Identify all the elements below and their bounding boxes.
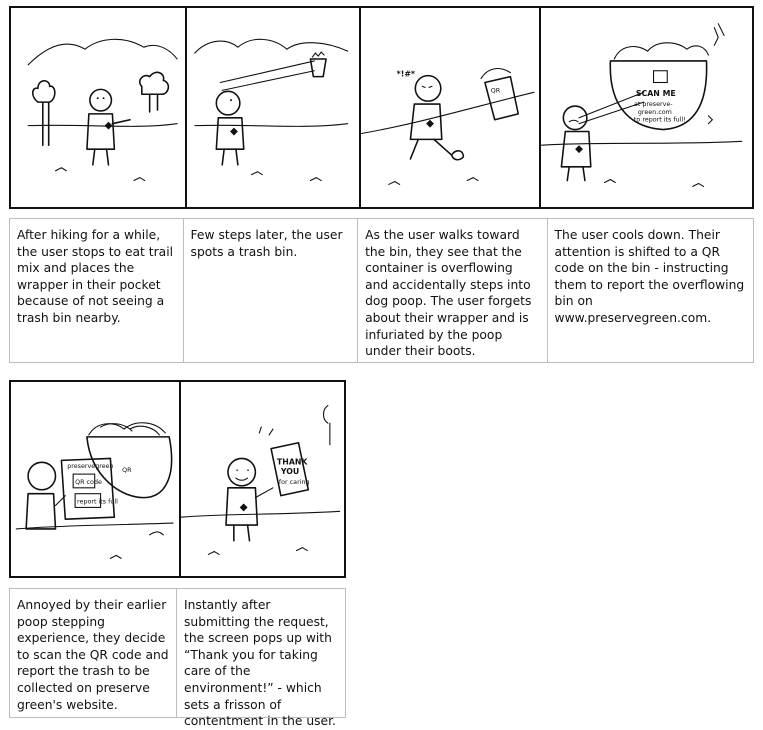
scan-me-line-3: to report its full! (633, 115, 686, 124)
panel-6-sketch (181, 406, 340, 555)
caption-row-1 (9, 218, 754, 363)
panel-1-sketch (28, 39, 177, 180)
caption-panel-thank-you: Instantly after submitting the request, the screen pops up with “Thank you for taking care of the environment!” - which sets a frisson of contentment in the user. (184, 598, 336, 729)
caption-row-2 (9, 588, 346, 729)
comic-strip-row-1 (9, 6, 754, 209)
panel-5-sketch (16, 423, 173, 559)
panel-3-sketch (361, 69, 534, 185)
panel-4-sketch (540, 24, 742, 187)
thank-text: THANK (276, 457, 308, 467)
caption-panel-qr-code: The user cools down. Their attention is shifted to a QR code on the bin - instructing them to report the overflowing bin on www.preservegreen.com. (554, 228, 745, 325)
qr-label-bin: QR (122, 467, 132, 475)
panel-2-sketch (195, 39, 348, 180)
caption-panel-spots-bin: Few steps later, the user spots a trash bin. (184, 219, 359, 362)
site-label-phone: preservegreen (67, 463, 114, 471)
caption-panel-scan-report: Annoyed by their earlier poop stepping experience, they decide to scan the QR code and report the trash to be collected on preserve green's website. (10, 589, 177, 717)
report-label: report its full (77, 498, 118, 506)
caption-panel-dog-poop: As the user walks toward the bin, they see that the container is overflowing and accidentally steps into dog poop. The user forgets about their wrapper and is infuriated by the poop under their boots. (358, 219, 547, 362)
for-caring-text: for caring (278, 478, 310, 486)
scan-me-line-2: green.com (637, 107, 672, 116)
anger-symbols: *!#* (396, 69, 416, 79)
you-text: YOU (280, 467, 300, 477)
comic-strip-row-2 (9, 380, 346, 578)
scan-me-line-1: at preserve- (633, 100, 673, 109)
qr-label-panel-3: QR (490, 86, 501, 95)
caption-panel-hiking: After hiking for a while, the user stops to eat trail mix and places the wrapper in their pocket because of not seeing a trash bin nearby. (10, 219, 184, 362)
scan-me-text: SCAN ME (635, 89, 676, 99)
qr-code-label: QR code (75, 478, 102, 486)
